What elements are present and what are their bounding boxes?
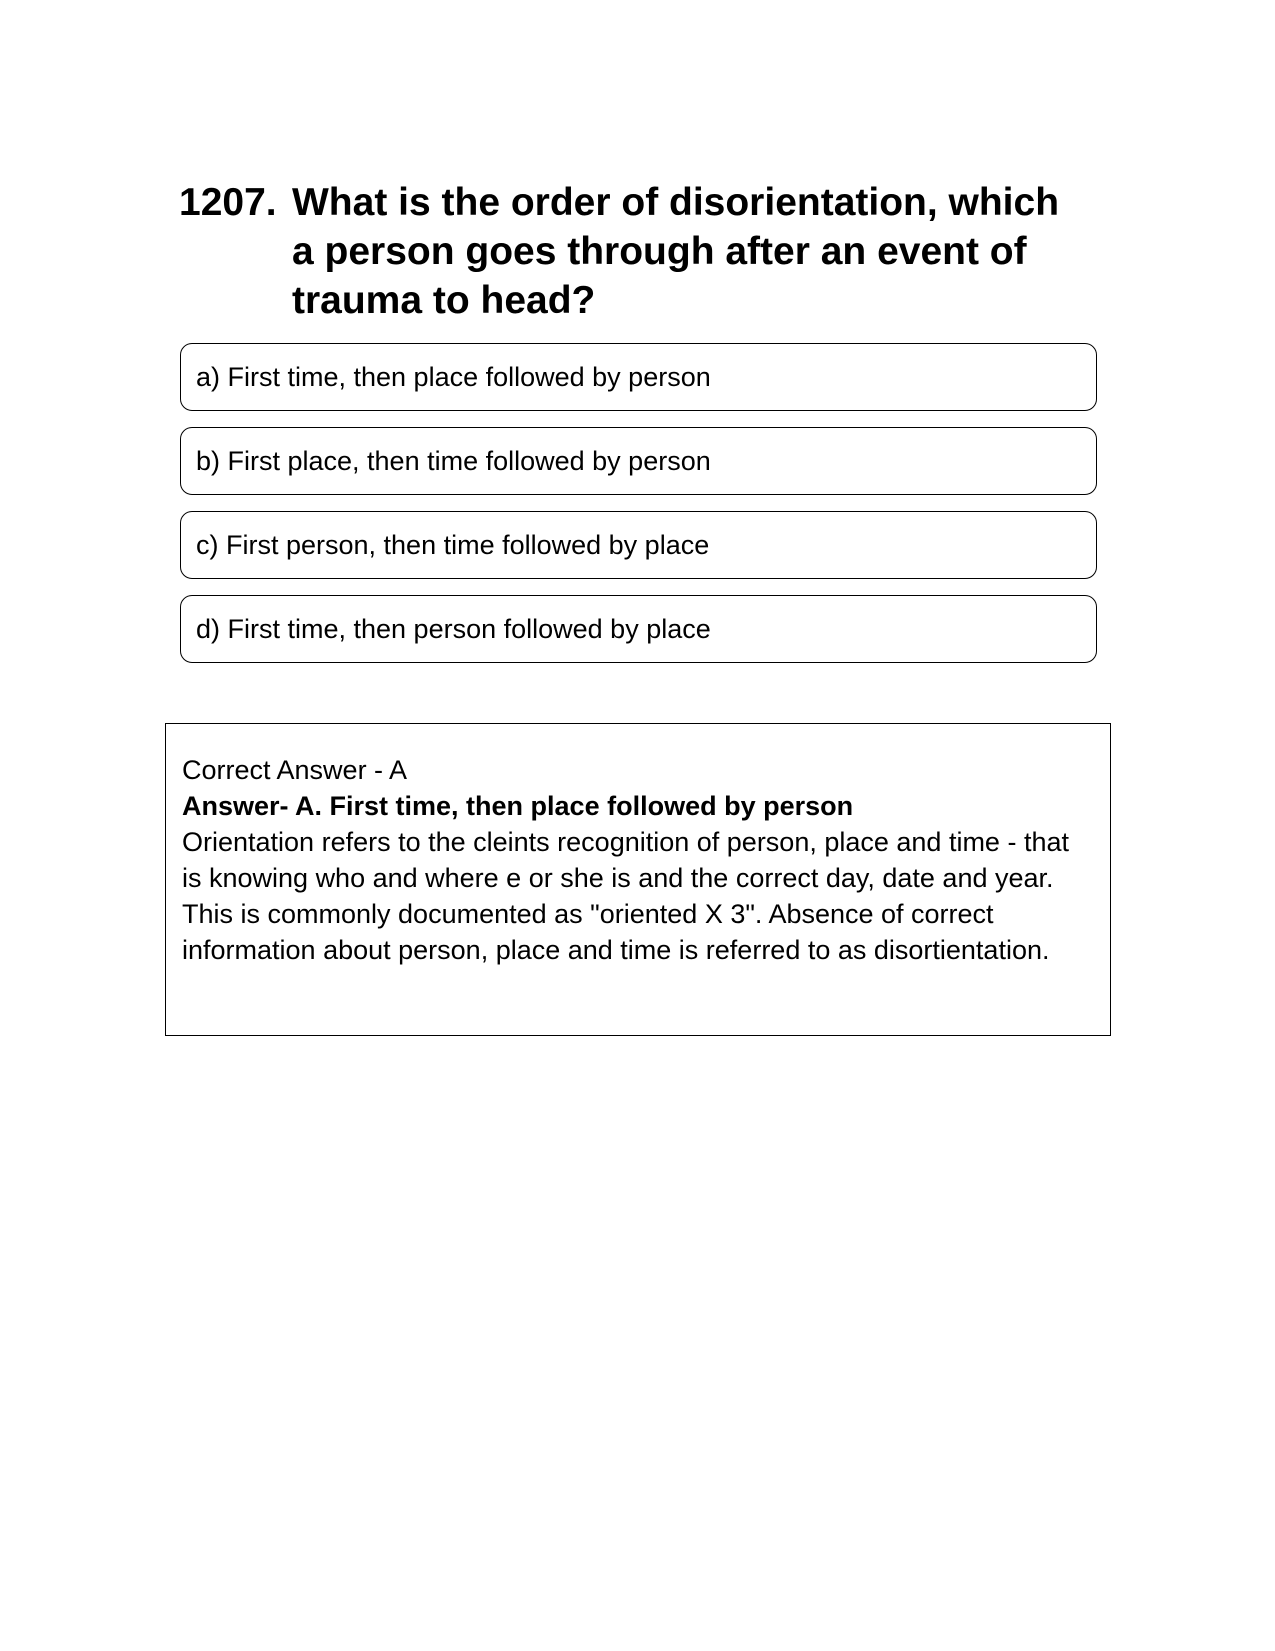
question <box>179 178 1079 325</box>
option-a[interactable]: a) First time, then place followed by person <box>180 343 1097 411</box>
question-number: 1207. <box>179 181 277 224</box>
option-b[interactable]: b) First place, then time followed by person <box>180 427 1097 495</box>
correct-answer: Correct Answer - A <box>182 755 408 785</box>
option-c[interactable]: c) First person, then time followed by place <box>180 511 1097 579</box>
answer-box <box>165 723 1111 1036</box>
answer-heading: Answer- A. First time, then place followed by person <box>182 791 854 821</box>
options-list <box>180 343 1097 679</box>
option-d[interactable]: d) First time, then person followed by place <box>180 595 1097 663</box>
question-text: What is the order of disorientation, which a person goes through after an event of trauma to head? <box>292 181 1060 322</box>
answer-explanation: Orientation refers to the cleints recognition of person, place and time - that is knowing who and where e or she is and the correct day, date and year. This is commonly documented as "oriented X 3". Absence of correct information about person, place and time is referred to as disortientation. <box>182 827 1069 965</box>
